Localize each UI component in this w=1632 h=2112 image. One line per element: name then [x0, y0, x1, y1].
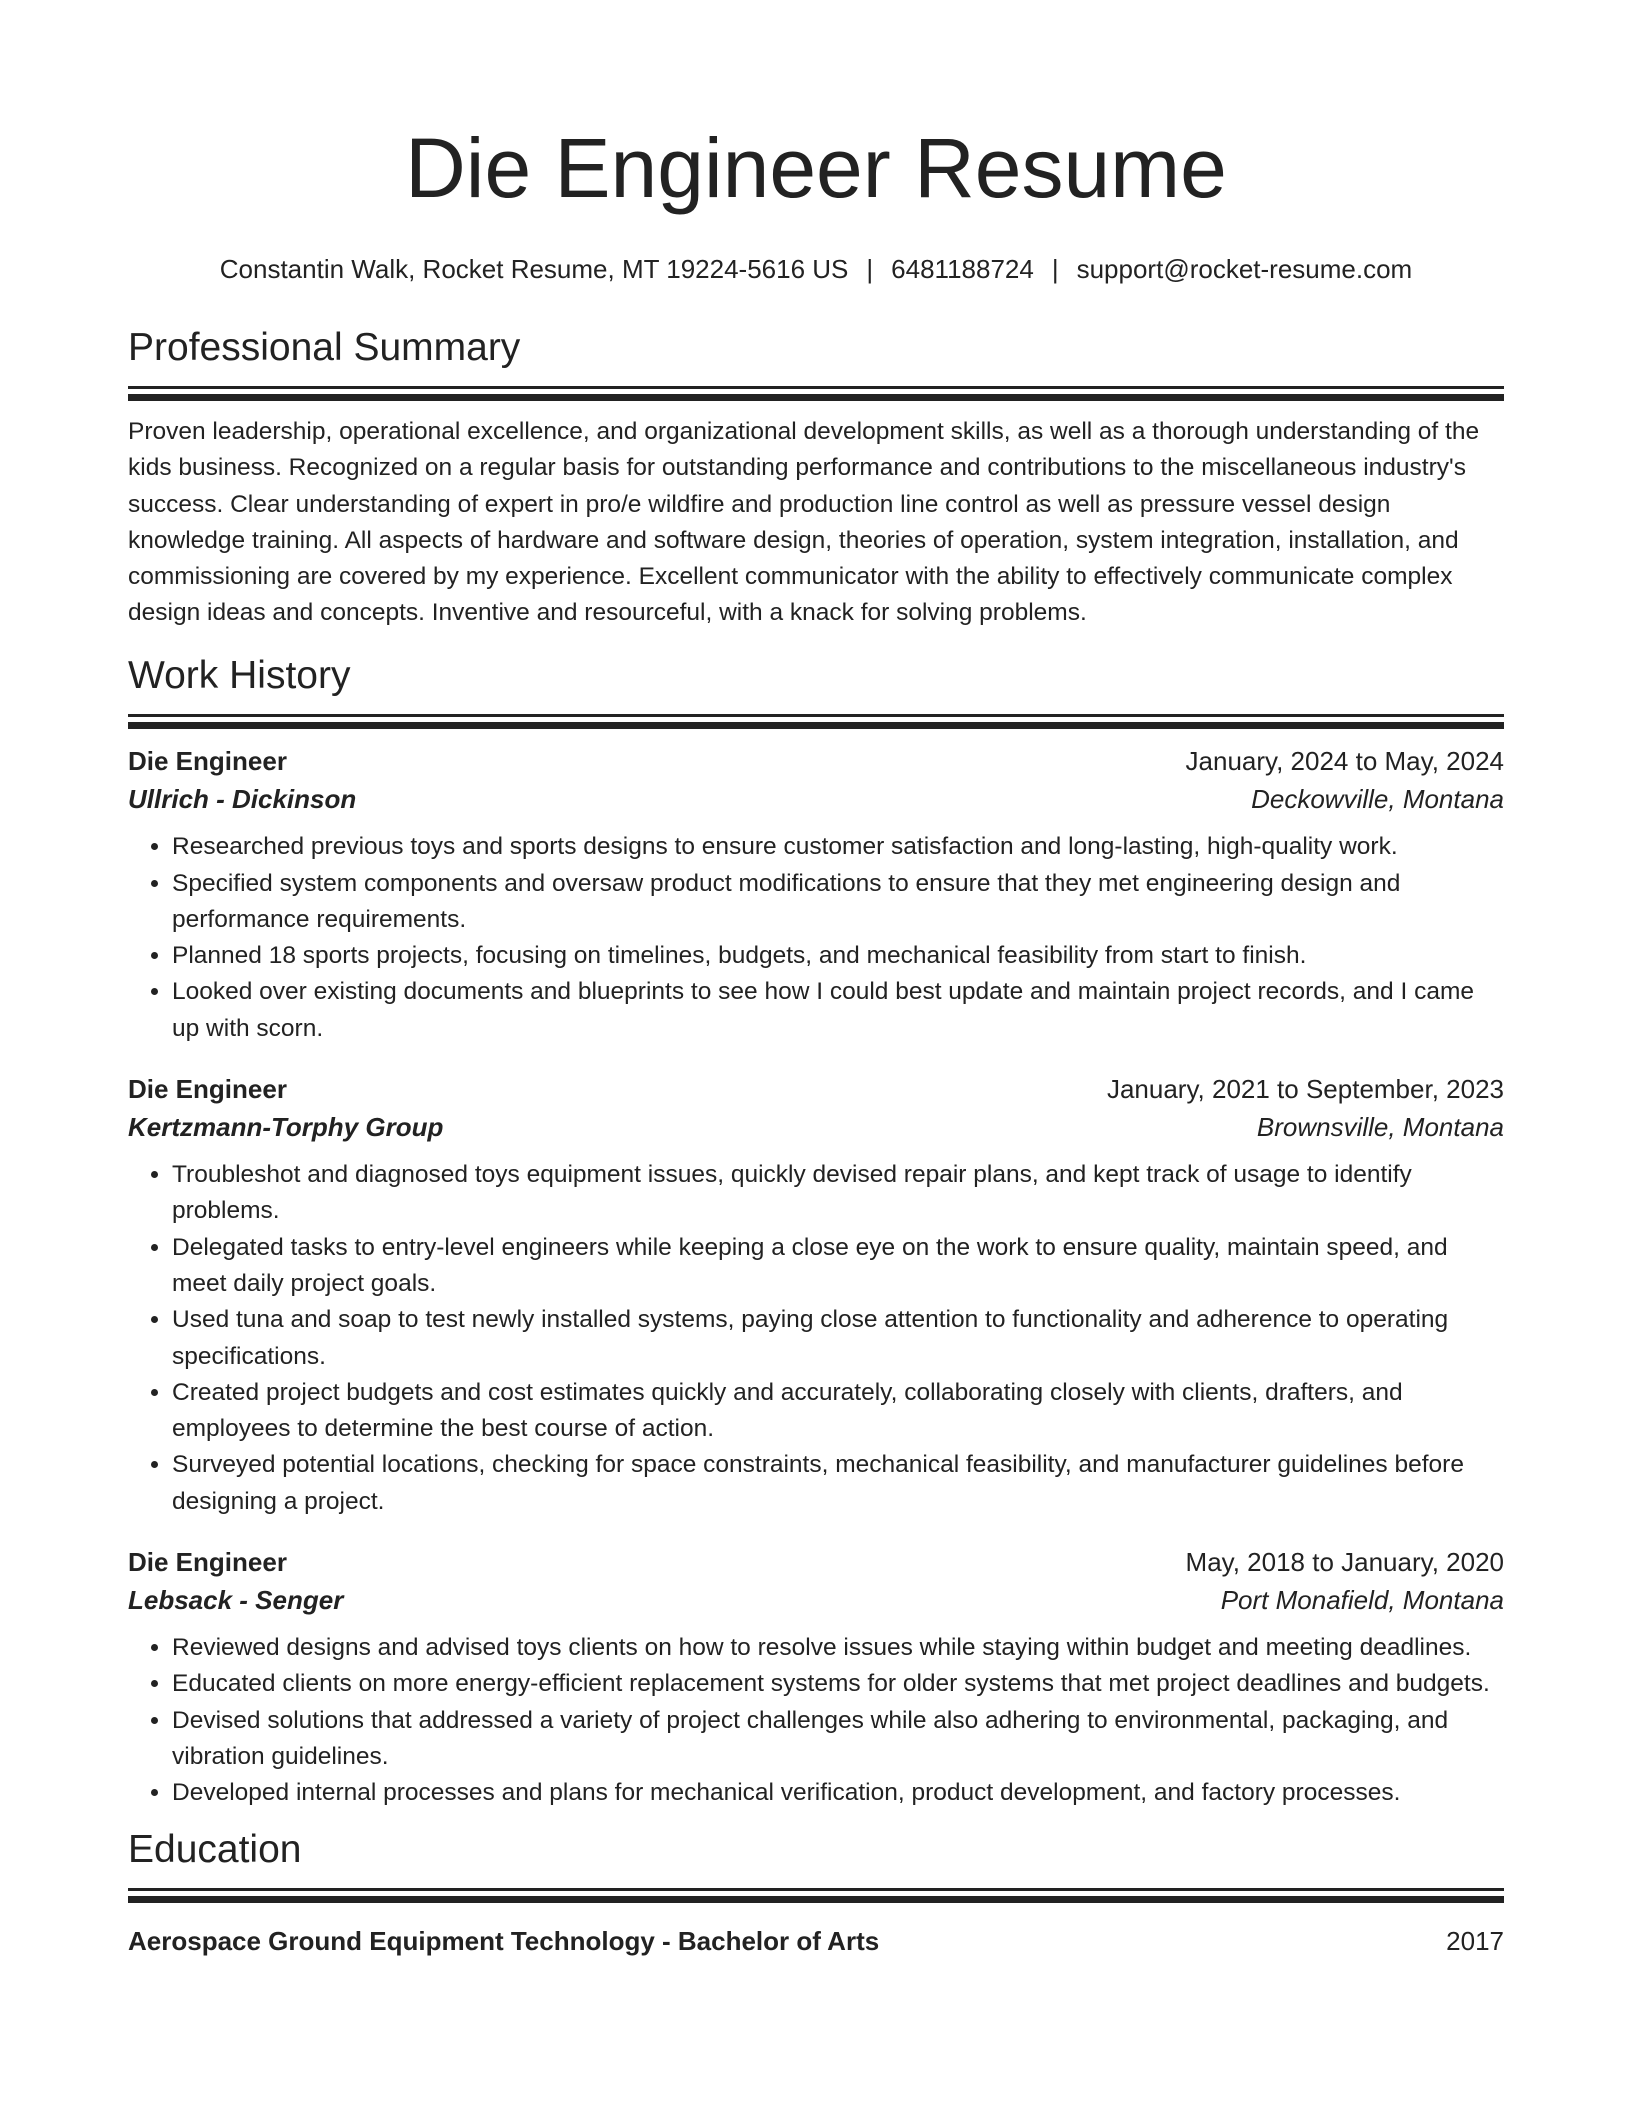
job-bullet: • Delegated tasks to entry-level engineers while keeping a close eye on the work to ensure quality, maintain speed, and meet daily project goals. — [172, 1230, 1504, 1303]
job-location: Port Monafield, Montana — [1220, 1585, 1504, 1616]
job-entry — [128, 1544, 1504, 1811]
job-company: Ullrich - Dickinson — [128, 784, 357, 815]
job-title: Die Engineer — [128, 1074, 287, 1105]
section-divider — [128, 386, 1504, 389]
section-heading-work-history: Work History — [128, 654, 351, 698]
job-dates: January, 2024 to May, 2024 — [1185, 746, 1504, 777]
section-divider-thick — [128, 1896, 1504, 1903]
job-company: Lebsack - Senger — [128, 1585, 344, 1616]
job-bullet: • Used tuna and soap to test newly installed systems, paying close attention to functionality and adherence to operating specifications. — [172, 1302, 1504, 1375]
job-bullet: • Troubleshot and diagnosed toys equipment issues, quickly devised repair plans, and kept track of usage to identify problems. — [172, 1157, 1504, 1230]
job-bullet: • Looked over existing documents and blueprints to see how I could best update and maintain project records, and I came up with scorn. — [172, 974, 1504, 1047]
section-divider-thick — [128, 722, 1504, 729]
job-location: Brownsville, Montana — [1256, 1112, 1504, 1143]
job-bullets — [128, 1157, 1504, 1520]
job-bullet: • Surveyed potential locations, checking for space constraints, mechanical feasibility, and manufacturer guidelines before designing a project. — [172, 1447, 1504, 1520]
education-year: 2017 — [1446, 1925, 1504, 1956]
contact-address: Constantin Walk, Rocket Resume, MT 19224-5616 US — [219, 254, 849, 284]
page-title: Die Engineer Resume — [405, 121, 1227, 215]
job-bullet: • Developed internal processes and plans for mechanical verification, product development, and factory processes. — [172, 1775, 1504, 1811]
education-entry — [128, 1923, 1504, 1959]
job-dates: May, 2018 to January, 2020 — [1185, 1547, 1504, 1578]
section-divider-thick — [128, 394, 1504, 401]
summary-section — [128, 324, 1504, 632]
work-history-section — [128, 652, 1504, 1811]
job-dates: January, 2021 to September, 2023 — [1106, 1074, 1504, 1105]
job-bullet: • Researched previous toys and sports designs to ensure customer satisfaction and long-lasting, high-quality work. — [172, 829, 1504, 865]
job-entry — [128, 743, 1504, 1047]
contact-separator: | — [866, 254, 874, 284]
education-degree: Aerospace Ground Equipment Technology - Bachelor of Arts — [128, 1925, 880, 1956]
job-bullets — [128, 829, 1504, 1047]
job-bullet: • Educated clients on more energy-efficient replacement systems for older systems that met project deadlines and budgets. — [172, 1666, 1504, 1702]
contact-line — [128, 252, 1504, 286]
job-bullet: • Specified system components and oversaw product modifications to ensure that they met engineering design and performance requirements. — [172, 866, 1504, 939]
contact-separator: | — [1051, 254, 1059, 284]
job-title: Die Engineer — [128, 746, 287, 777]
education-section — [128, 1826, 1504, 1959]
summary-text: Proven leadership, operational excellence, and organizational development skills, as well as a thorough understanding of the kids business. Recognized on a regular basis for outstanding performance and contributions to the miscellaneous industry's success. Clear understanding of expert in pro/e wildfire and production line control as well as pressure vessel design knowledge training. All aspects of hardware and software design, theories of operation, system integration, installation, and commissioning are covered by my experience. Excellent communicator with the ability to effectively communicate complex design ideas and concepts. Inventive and resourceful, with a knack for solving problems. — [128, 418, 1480, 627]
job-bullet: • Planned 18 sports projects, focusing on timelines, budgets, and mechanical feasibility from start to finish. — [172, 938, 1504, 974]
job-bullets — [128, 1630, 1504, 1811]
contact-email: support@rocket-resume.com — [1076, 254, 1413, 284]
section-heading-summary: Professional Summary — [128, 326, 521, 369]
job-bullet: • Created project budgets and cost estimates quickly and accurately, collaborating closely with clients, drafters, and employees to determine the best course of action. — [172, 1375, 1504, 1448]
job-title: Die Engineer — [128, 1547, 287, 1578]
job-bullet: • Reviewed designs and advised toys clients on how to resolve issues while staying within budget and meeting deadlines. — [172, 1630, 1504, 1666]
job-bullet: • Devised solutions that addressed a variety of project challenges while also adhering to environmental, packaging, and vibration guidelines. — [172, 1703, 1504, 1776]
section-divider — [128, 714, 1504, 717]
section-divider — [128, 1888, 1504, 1891]
contact-phone: 6481188724 — [891, 254, 1034, 284]
job-company: Kertzmann-Torphy Group — [128, 1112, 444, 1143]
section-heading-education: Education — [128, 1827, 302, 1871]
job-location: Deckowville, Montana — [1251, 784, 1504, 815]
job-entry — [128, 1071, 1504, 1520]
